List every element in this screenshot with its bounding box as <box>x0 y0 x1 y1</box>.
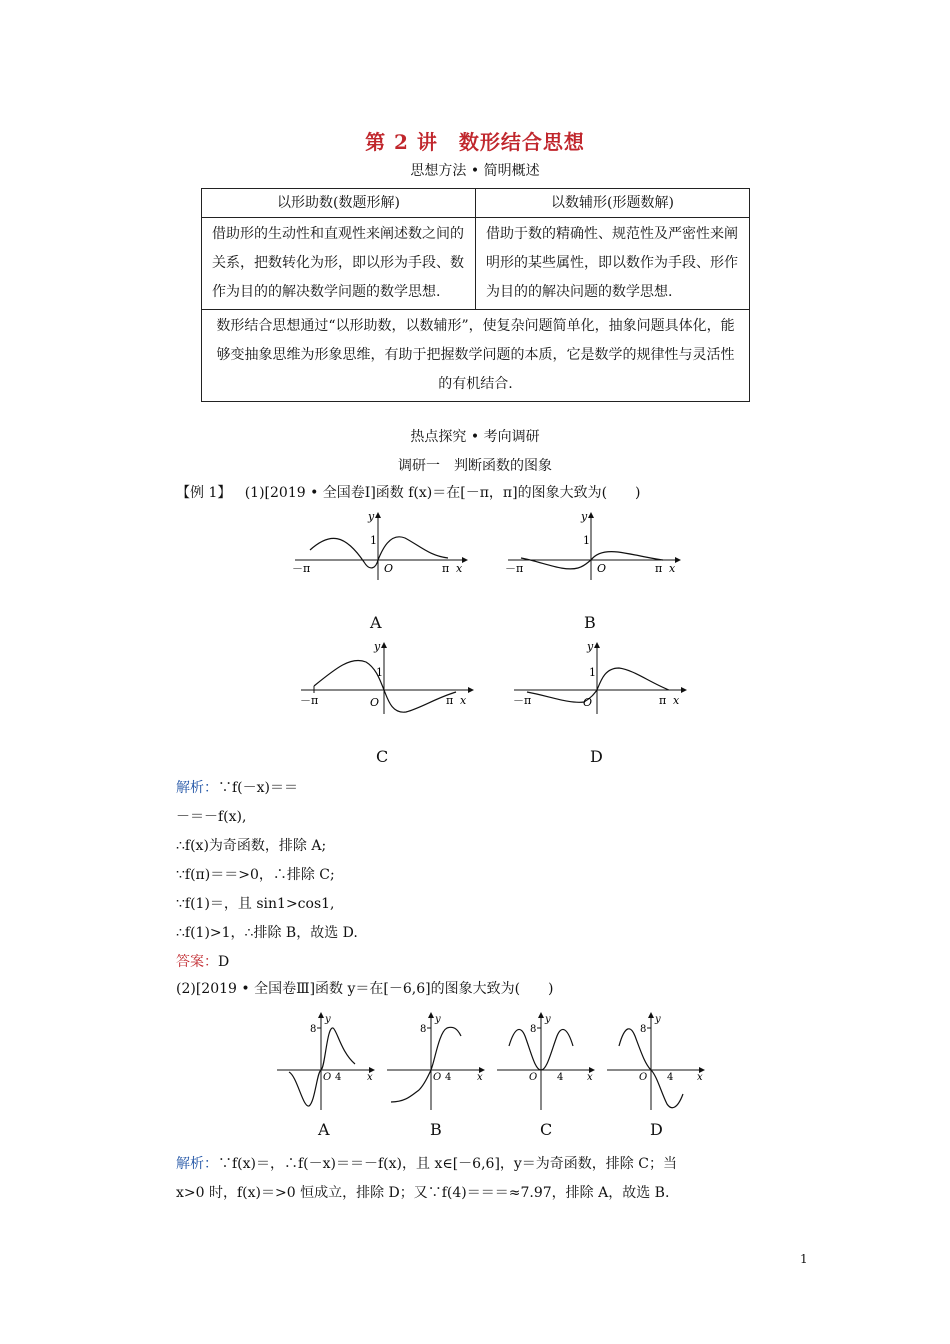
solution-label: 解析： <box>176 1156 218 1172</box>
origin-label: O <box>583 696 593 709</box>
solution-line: x>0 时，f(x)＝>0 恒成立，排除 D；又∵f(4)＝＝＝≈7.97，排除 A，故选 B. <box>176 1185 670 1201</box>
example1-tag: 【例 1】 <box>176 485 232 501</box>
section-heading-hotspots: 热点探究 • 考向调研 <box>410 429 540 445</box>
origin-label: O <box>370 696 380 709</box>
table-cell-summary: 数形结合思想通过“以形助数，以数辅形”，使复杂问题简单化，抽象问题具体化，能够变抽象思维为形象思维，有助于把握数学问题的本质，它是数学的规律性与灵活性的有机结合. <box>202 310 750 402</box>
axis-label-x: x <box>669 562 676 575</box>
example1-question-text: (1)[2019 • 全国卷Ⅰ]函数 f(x)＝在[－π，π]的图象大致为( ) <box>244 485 641 501</box>
tick-label-pi: π <box>659 694 667 707</box>
axis-label-y: y <box>325 1014 331 1025</box>
section-heading-methods: 思想方法 • 简明概述 <box>410 163 540 179</box>
example2-option-b: B <box>430 1120 442 1139</box>
tick-label-eight: 8 <box>310 1024 317 1035</box>
example1-option-b: B <box>584 613 596 632</box>
axis-label-y: y <box>545 1014 551 1025</box>
tick-label-one: 1 <box>583 534 590 547</box>
example2-graph-d <box>605 1012 710 1112</box>
example2-option-a: A <box>318 1120 330 1139</box>
tick-label-pi: π <box>655 562 663 575</box>
tick-label-one: 1 <box>589 666 596 679</box>
tick-label-neg-pi: －π <box>513 694 532 707</box>
example2-graph-b <box>385 1012 490 1112</box>
answer-value: D <box>218 954 230 970</box>
axis-label-y: y <box>435 1014 441 1025</box>
example1-graph-a <box>290 510 475 582</box>
origin-label: O <box>639 1072 648 1083</box>
origin-label: O <box>323 1072 332 1083</box>
tick-label-eight: 8 <box>530 1024 537 1035</box>
tick-label-eight: 8 <box>420 1024 427 1035</box>
origin-label: O <box>384 562 394 575</box>
answer-label: 答案： <box>176 954 218 970</box>
axis-label-y: y <box>374 640 381 653</box>
solution-label: 解析： <box>176 780 218 796</box>
example2-solution <box>176 1150 816 1208</box>
solution-line: －＝－f(x), <box>176 809 247 825</box>
tick-label-neg-pi: －π <box>300 694 319 707</box>
axis-label-y: y <box>368 510 375 523</box>
tick-label-one: 1 <box>376 666 383 679</box>
example2-question: (2)[2019 • 全国卷Ⅲ]函数 y＝在[－6,6]的图象大致为( ) <box>176 981 554 997</box>
example1-graph-d <box>509 640 694 716</box>
solution-line: ∴f(1)>1，∴排除 B，故选 D. <box>176 925 358 941</box>
example1-graph-c <box>296 640 481 716</box>
example1-solution <box>176 774 776 977</box>
example2-option-d: D <box>650 1120 663 1139</box>
origin-label: O <box>597 562 607 575</box>
axis-label-y: y <box>587 640 594 653</box>
overview-table <box>201 188 750 402</box>
table-header-right: 以数辅形(形题数解) <box>476 189 750 218</box>
table-cell-left: 借助形的生动性和直观性来阐述数之间的关系，把数转化为形，即以形为手段、数作为目的的解决数学问题的数学思想. <box>202 218 476 310</box>
axis-label-x: x <box>697 1072 703 1083</box>
tick-label-neg-pi: －π <box>292 562 311 575</box>
example2-graph-c <box>495 1012 600 1112</box>
axis-label-y: y <box>581 510 588 523</box>
tick-label-four: 4 <box>667 1072 674 1083</box>
solution-line: ∵f(π)＝＝>0，∴排除 C; <box>176 867 335 883</box>
page-number: 1 <box>800 1252 808 1266</box>
axis-label-x: x <box>460 694 467 707</box>
section-heading-research1: 调研一 判断函数的图象 <box>398 458 552 474</box>
table-header-left: 以形助数(数题形解) <box>202 189 476 218</box>
tick-label-pi: π <box>446 694 454 707</box>
tick-label-pi: π <box>442 562 450 575</box>
example1-option-c: C <box>376 747 389 766</box>
example2-option-c: C <box>540 1120 553 1139</box>
page-title: 第 2 讲 数形结合思想 <box>365 130 585 154</box>
tick-label-eight: 8 <box>640 1024 647 1035</box>
solution-line: ∵f(1)＝，且 sin1>cos1, <box>176 896 335 912</box>
tick-label-four: 4 <box>557 1072 564 1083</box>
axis-label-x: x <box>477 1072 483 1083</box>
table-cell-right: 借助于数的精确性、规范性及严密性来阐明形的某些属性，即以数作为手段、形作为目的的解决问题的数学思想. <box>476 218 750 310</box>
axis-label-y: y <box>655 1014 661 1025</box>
tick-label-four: 4 <box>445 1072 452 1083</box>
axis-label-x: x <box>587 1072 593 1083</box>
tick-label-one: 1 <box>370 534 377 547</box>
tick-label-neg-pi: －π <box>505 562 524 575</box>
axis-label-x: x <box>456 562 463 575</box>
axis-label-x: x <box>367 1072 373 1083</box>
solution-line: ∵f(－x)＝＝ <box>218 780 299 796</box>
example2-graph-a <box>275 1012 380 1112</box>
example1-graph-b <box>503 510 688 582</box>
tick-label-four: 4 <box>335 1072 342 1083</box>
axis-label-x: x <box>673 694 680 707</box>
origin-label: O <box>433 1072 442 1083</box>
example1-question <box>176 479 641 508</box>
example1-option-d: D <box>590 747 603 766</box>
solution-line: ∵f(x)＝，∴f(－x)＝＝－f(x)，且 x∈[－6,6]，y＝为奇函数，排除 C；当 <box>218 1156 677 1172</box>
solution-line: ∴f(x)为奇函数，排除 A; <box>176 838 327 854</box>
origin-label: O <box>529 1072 538 1083</box>
example1-option-a: A <box>370 613 382 632</box>
